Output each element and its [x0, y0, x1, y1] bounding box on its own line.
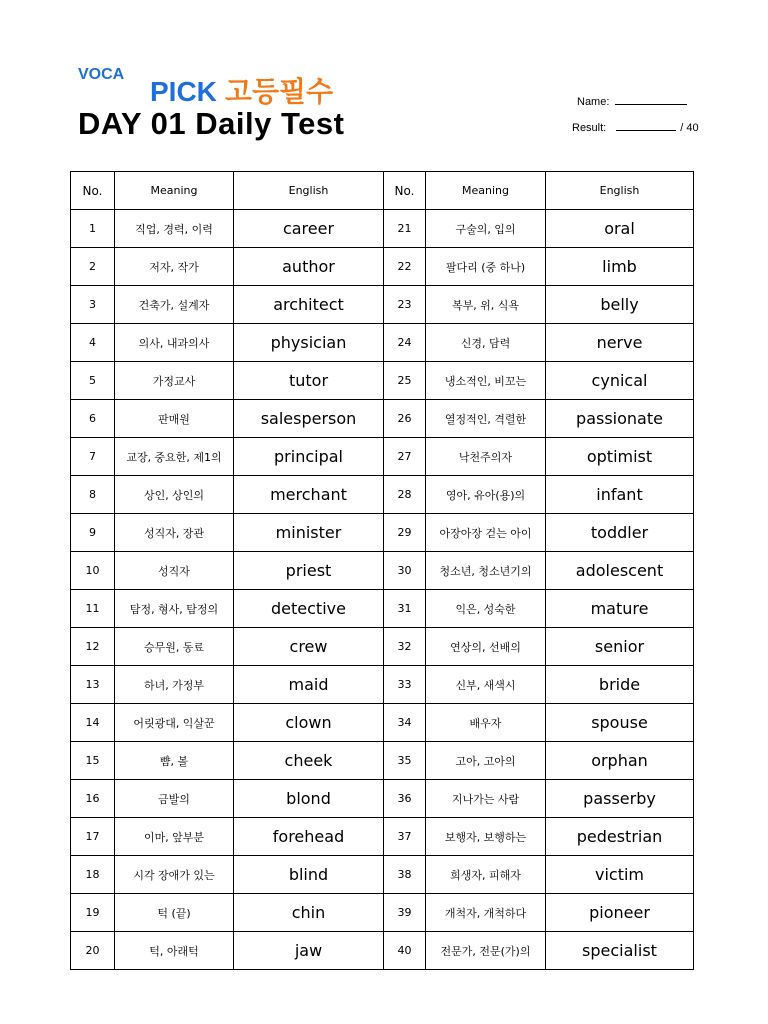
word-number: 3 — [71, 286, 115, 324]
word-number: 39 — [384, 894, 426, 932]
word-number: 40 — [384, 932, 426, 970]
word-meaning: 구술의, 입의 — [426, 210, 546, 248]
word-meaning: 지나가는 사람 — [426, 780, 546, 818]
word-english: jaw — [234, 932, 384, 970]
word-english: victim — [546, 856, 694, 894]
word-english: infant — [546, 476, 694, 514]
header-meaning-left: Meaning — [115, 172, 234, 210]
word-english: maid — [234, 666, 384, 704]
word-meaning: 승무원, 동료 — [115, 628, 234, 666]
word-meaning: 성직자, 장관 — [115, 514, 234, 552]
word-meaning: 교장, 중요한, 제1의 — [115, 438, 234, 476]
word-meaning: 고아, 고아의 — [426, 742, 546, 780]
word-english: detective — [234, 590, 384, 628]
logo-pick-text: PICK — [150, 76, 217, 107]
word-english: specialist — [546, 932, 694, 970]
word-number: 5 — [71, 362, 115, 400]
table-row — [71, 704, 694, 742]
word-meaning: 상인, 상인의 — [115, 476, 234, 514]
word-meaning: 아장아장 걷는 아이 — [426, 514, 546, 552]
word-number: 7 — [71, 438, 115, 476]
header-english-left: English — [234, 172, 384, 210]
word-meaning: 보행자, 보행하는 — [426, 818, 546, 856]
word-number: 21 — [384, 210, 426, 248]
word-number: 18 — [71, 856, 115, 894]
word-english: pioneer — [546, 894, 694, 932]
logo-voca: VOCA — [78, 66, 125, 83]
word-number: 30 — [384, 552, 426, 590]
word-meaning: 하녀, 가정부 — [115, 666, 234, 704]
word-english: toddler — [546, 514, 694, 552]
header-no-right: No. — [384, 172, 426, 210]
word-number: 31 — [384, 590, 426, 628]
word-meaning: 개척자, 개척하다 — [426, 894, 546, 932]
word-english: spouse — [546, 704, 694, 742]
word-number: 33 — [384, 666, 426, 704]
word-number: 8 — [71, 476, 115, 514]
word-english: optimist — [546, 438, 694, 476]
word-meaning: 판매원 — [115, 400, 234, 438]
word-meaning: 어릿광대, 익살꾼 — [115, 704, 234, 742]
result-total: / 40 — [680, 122, 699, 134]
word-meaning: 시각 장애가 있는 — [115, 856, 234, 894]
word-number: 22 — [384, 248, 426, 286]
word-english: belly — [546, 286, 694, 324]
word-meaning: 냉소적인, 비꼬는 — [426, 362, 546, 400]
word-meaning: 성직자 — [115, 552, 234, 590]
table-row — [71, 362, 694, 400]
table-row — [71, 514, 694, 552]
logo-pick — [150, 70, 333, 110]
table-row — [71, 818, 694, 856]
word-meaning: 영아, 유아(용)의 — [426, 476, 546, 514]
word-english: pedestrian — [546, 818, 694, 856]
word-english: principal — [234, 438, 384, 476]
vocab-table — [70, 171, 694, 970]
word-number: 16 — [71, 780, 115, 818]
table-row — [71, 286, 694, 324]
word-number: 12 — [71, 628, 115, 666]
table-row — [71, 210, 694, 248]
word-number: 9 — [71, 514, 115, 552]
word-english: passionate — [546, 400, 694, 438]
word-meaning: 열정적인, 격렬한 — [426, 400, 546, 438]
word-english: blind — [234, 856, 384, 894]
word-english: physician — [234, 324, 384, 362]
word-english: mature — [546, 590, 694, 628]
word-meaning: 건축가, 설계자 — [115, 286, 234, 324]
table-row — [71, 590, 694, 628]
header-no-left: No. — [71, 172, 115, 210]
word-english: orphan — [546, 742, 694, 780]
word-meaning: 의사, 내과의사 — [115, 324, 234, 362]
name-label: Name: — [577, 96, 610, 108]
table-row — [71, 894, 694, 932]
word-meaning: 신경, 담력 — [426, 324, 546, 362]
word-meaning: 뺨, 볼 — [115, 742, 234, 780]
word-number: 25 — [384, 362, 426, 400]
table-row — [71, 856, 694, 894]
word-meaning: 턱, 아래턱 — [115, 932, 234, 970]
word-english: priest — [234, 552, 384, 590]
result-blank[interactable] — [616, 119, 676, 131]
table-row — [71, 248, 694, 286]
word-english: passerby — [546, 780, 694, 818]
word-number: 37 — [384, 818, 426, 856]
word-number: 19 — [71, 894, 115, 932]
word-english: career — [234, 210, 384, 248]
word-meaning: 신부, 새색시 — [426, 666, 546, 704]
name-blank[interactable] — [615, 93, 687, 105]
word-english: author — [234, 248, 384, 286]
word-english: tutor — [234, 362, 384, 400]
word-meaning: 전문가, 전문(가)의 — [426, 932, 546, 970]
page-title: DAY 01 Daily Test — [78, 106, 345, 141]
table-row — [71, 742, 694, 780]
word-number: 32 — [384, 628, 426, 666]
word-meaning: 익은, 성숙한 — [426, 590, 546, 628]
word-english: adolescent — [546, 552, 694, 590]
word-english: merchant — [234, 476, 384, 514]
result-field — [572, 119, 699, 134]
word-meaning: 턱 (끝) — [115, 894, 234, 932]
table-row — [71, 400, 694, 438]
word-english: clown — [234, 704, 384, 742]
table-row — [71, 628, 694, 666]
word-number: 24 — [384, 324, 426, 362]
word-number: 15 — [71, 742, 115, 780]
word-english: nerve — [546, 324, 694, 362]
word-number: 20 — [71, 932, 115, 970]
header-meaning-right: Meaning — [426, 172, 546, 210]
word-number: 11 — [71, 590, 115, 628]
word-meaning: 연상의, 선배의 — [426, 628, 546, 666]
result-label: Result: — [572, 122, 607, 134]
word-english: senior — [546, 628, 694, 666]
word-number: 14 — [71, 704, 115, 742]
word-meaning: 복부, 위, 식욕 — [426, 286, 546, 324]
word-number: 4 — [71, 324, 115, 362]
table-row — [71, 780, 694, 818]
word-number: 34 — [384, 704, 426, 742]
word-meaning: 금발의 — [115, 780, 234, 818]
word-number: 10 — [71, 552, 115, 590]
word-number: 13 — [71, 666, 115, 704]
word-english: salesperson — [234, 400, 384, 438]
word-english: blond — [234, 780, 384, 818]
table-header-row — [71, 172, 694, 210]
word-number: 6 — [71, 400, 115, 438]
word-meaning: 희생자, 피해자 — [426, 856, 546, 894]
word-english: cynical — [546, 362, 694, 400]
word-number: 2 — [71, 248, 115, 286]
word-english: architect — [234, 286, 384, 324]
word-english: crew — [234, 628, 384, 666]
word-number: 27 — [384, 438, 426, 476]
word-number: 36 — [384, 780, 426, 818]
word-english: bride — [546, 666, 694, 704]
name-field — [577, 93, 687, 108]
table-row — [71, 324, 694, 362]
word-number: 38 — [384, 856, 426, 894]
table-row — [71, 476, 694, 514]
word-meaning: 탐정, 형사, 탐정의 — [115, 590, 234, 628]
word-meaning: 배우자 — [426, 704, 546, 742]
word-number: 29 — [384, 514, 426, 552]
word-number: 26 — [384, 400, 426, 438]
word-meaning: 직업, 경력, 이력 — [115, 210, 234, 248]
word-english: oral — [546, 210, 694, 248]
word-meaning: 낙천주의자 — [426, 438, 546, 476]
logo-korean-text: 고등필수 — [224, 76, 334, 107]
word-english: cheek — [234, 742, 384, 780]
table-row — [71, 552, 694, 590]
word-number: 1 — [71, 210, 115, 248]
word-english: limb — [546, 248, 694, 286]
word-meaning: 이마, 앞부분 — [115, 818, 234, 856]
word-english: minister — [234, 514, 384, 552]
header-english-right: English — [546, 172, 694, 210]
word-number: 23 — [384, 286, 426, 324]
word-meaning: 팔다리 (중 하나) — [426, 248, 546, 286]
word-meaning: 청소년, 청소년기의 — [426, 552, 546, 590]
word-english: forehead — [234, 818, 384, 856]
word-meaning: 가정교사 — [115, 362, 234, 400]
table-row — [71, 932, 694, 970]
word-number: 17 — [71, 818, 115, 856]
word-meaning: 저자, 작가 — [115, 248, 234, 286]
word-number: 35 — [384, 742, 426, 780]
table-row — [71, 438, 694, 476]
table-row — [71, 666, 694, 704]
word-number: 28 — [384, 476, 426, 514]
word-english: chin — [234, 894, 384, 932]
